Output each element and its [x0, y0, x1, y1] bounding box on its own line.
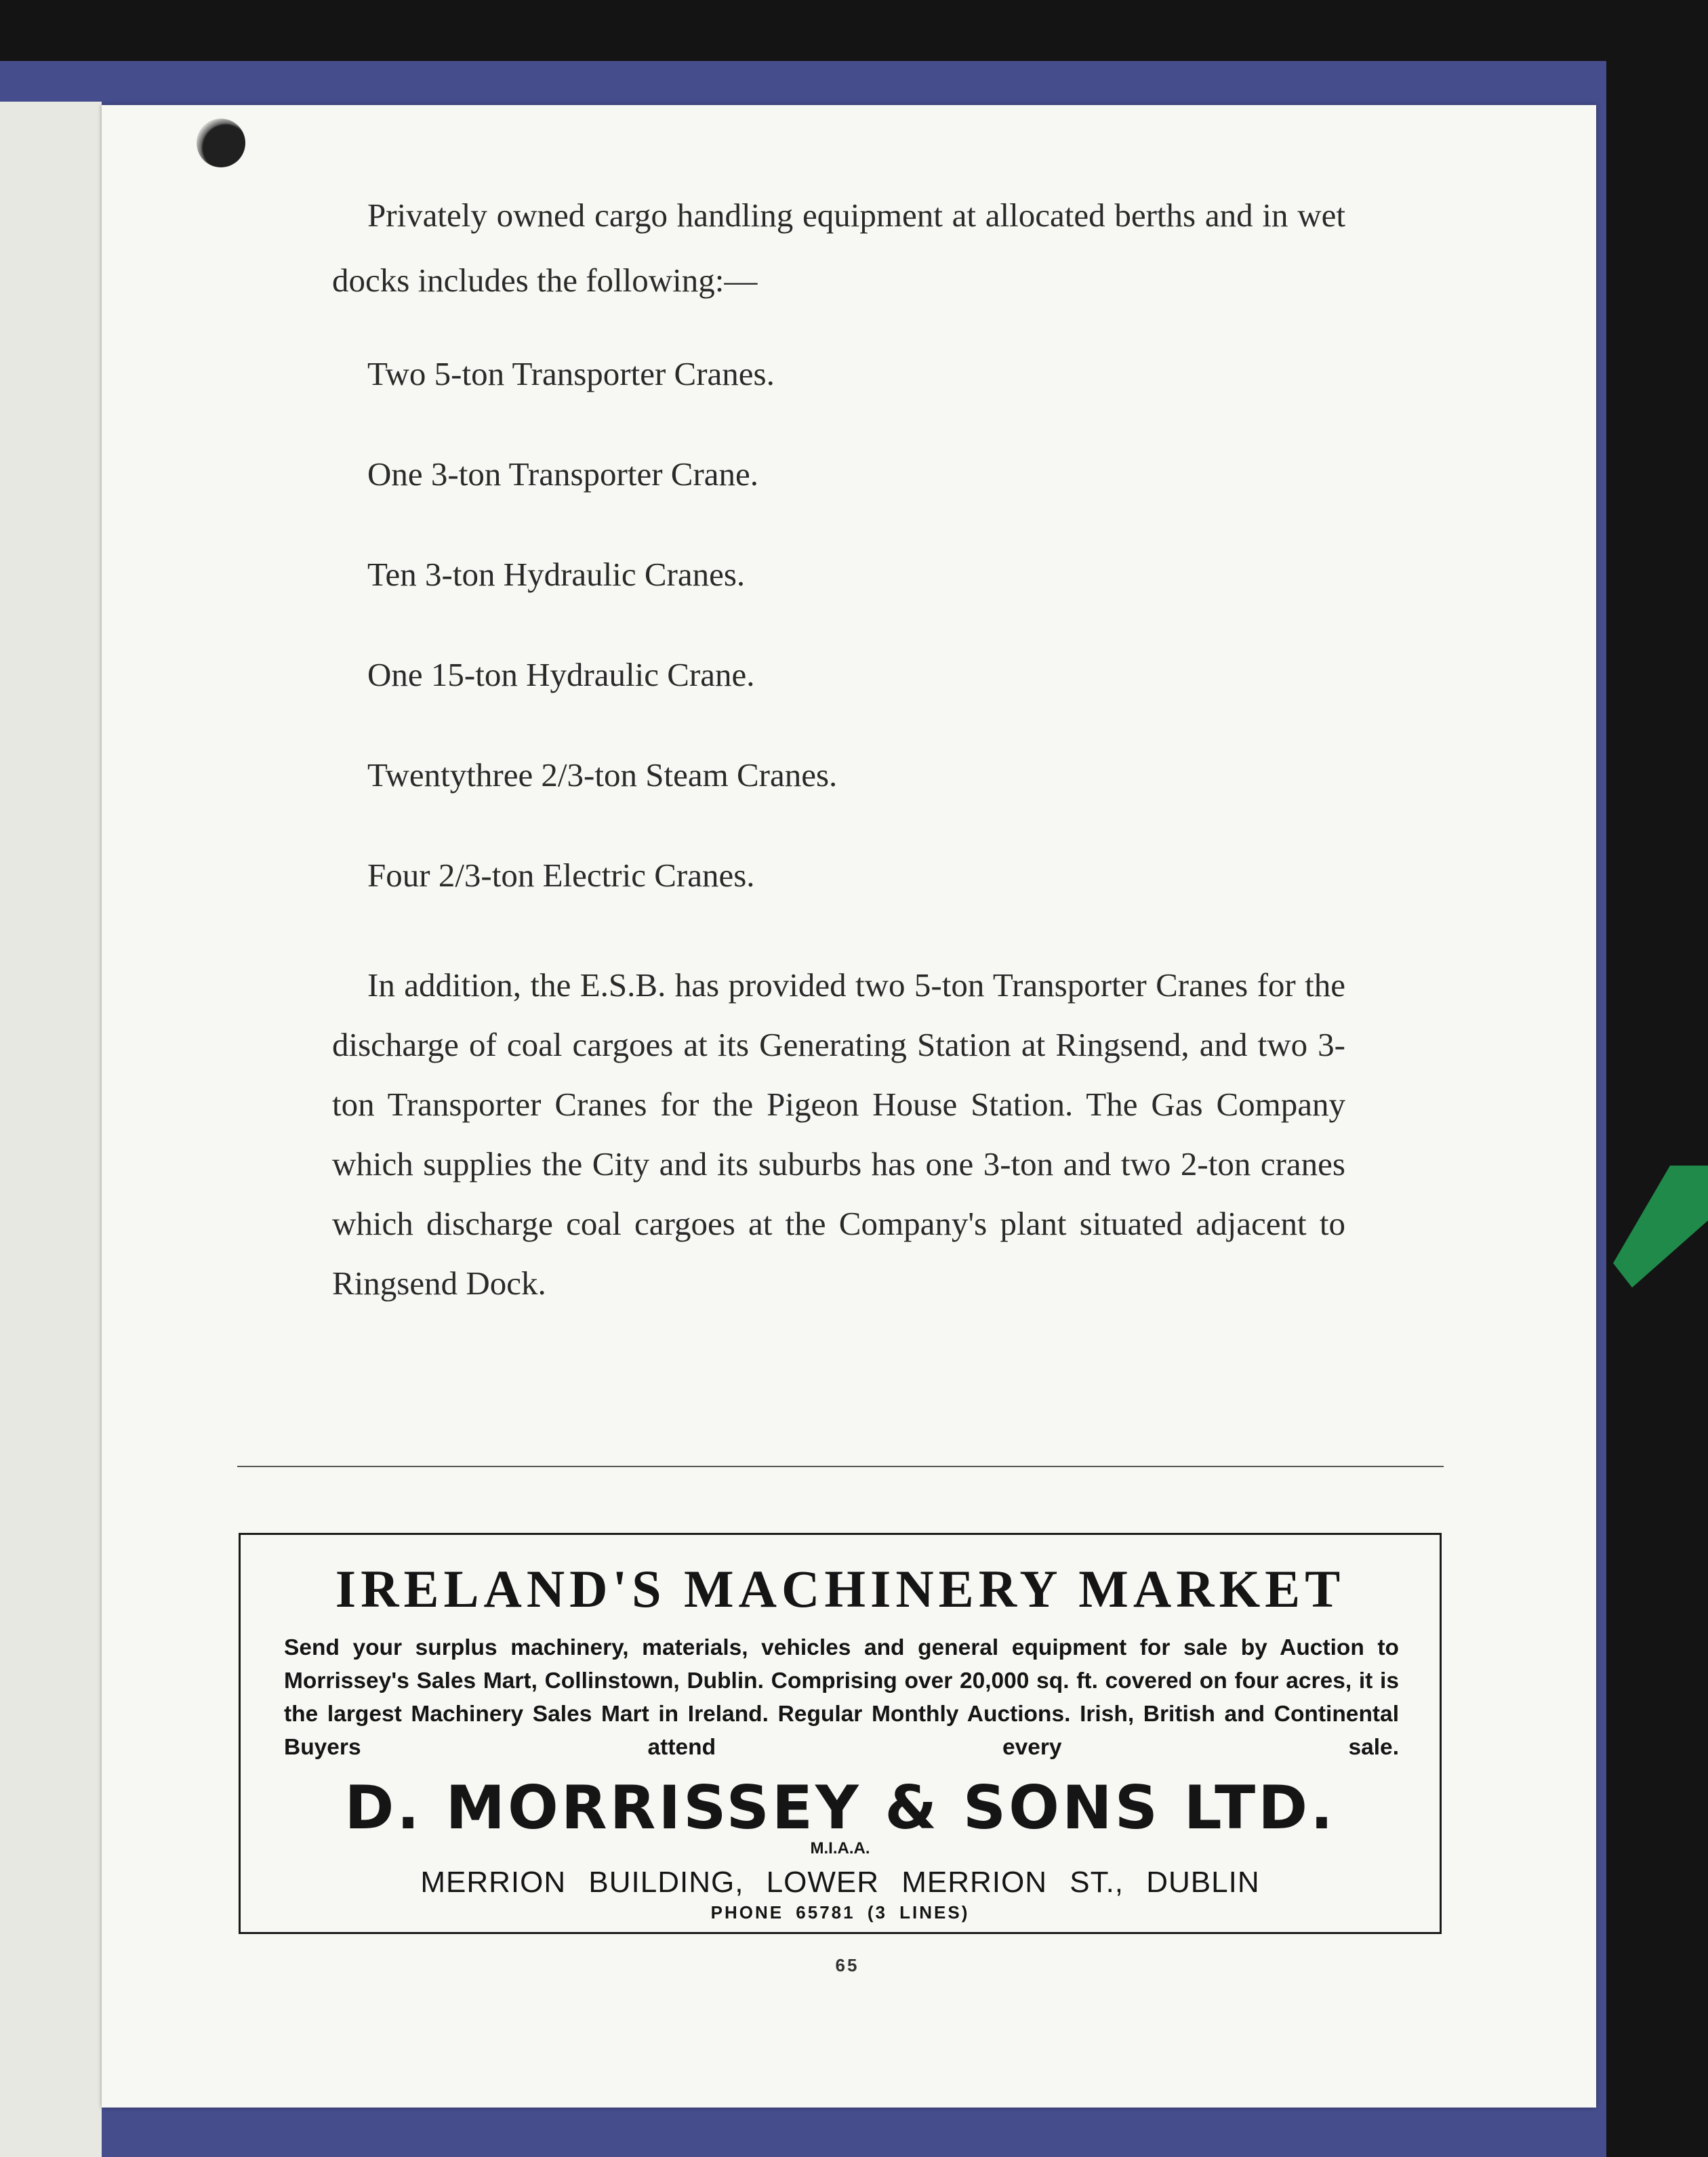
advertisement-box	[239, 1533, 1442, 1934]
addition-paragraph: In addition, the E.S.B. has provided two 5-ton Transporter Cranes for the discharge of coal cargoes at its Generating Station at Ringsend, and two 3-ton Transporter Cranes for the Pigeon House Station. The Gas Company which supplies the City and its suburbs has one 3-ton and two 2-ton cranes which discharge coal cargoes at the Company's plant situated adjacent to Ringsend Dock.	[332, 966, 1345, 1302]
advert-affiliation: M.I.A.A.	[810, 1839, 870, 1857]
page-number: 65	[835, 1955, 859, 1975]
advert-headline: IRELAND'S MACHINERY MARKET	[335, 1559, 1345, 1618]
equipment-item: Twentythree 2/3-ton Steam Cranes.	[367, 756, 838, 794]
equipment-list	[367, 354, 1345, 956]
green-divider-tab	[1613, 1166, 1708, 1288]
intro-paragraph: Privately owned cargo handling equipment at allocated berths and in wet docks includes the following:—	[332, 197, 1345, 299]
advert-body: Send your surplus machinery, materials, vehicles and general equipment for sale by Auction to Morrissey's Sales Mart, Collinstown, Dublin. Comprising over 20,000 sq. ft. covered on four acres, it is the largest Machinery Sales Mart in Ireland. Regular Monthly Auctions. Irish, British and Continental Buyers attend every sale.	[284, 1635, 1399, 1760]
page-body	[332, 183, 1345, 1313]
equipment-item: Four 2/3-ton Electric Cranes.	[367, 857, 755, 894]
equipment-item: One 3-ton Transporter Crane.	[367, 455, 759, 493]
advert-company-name: D. MORRISSEY & SONS LTD.	[344, 1773, 1336, 1843]
equipment-item: Ten 3-ton Hydraulic Cranes.	[367, 556, 746, 593]
equipment-item: Two 5-ton Transporter Cranes.	[367, 355, 775, 392]
punch-hole	[197, 119, 245, 167]
previous-page-edge	[0, 102, 102, 2157]
advert-address: MERRION BUILDING, LOWER MERRION ST., DUBLIN	[420, 1866, 1260, 1899]
equipment-item: One 15-ton Hydraulic Crane.	[367, 656, 755, 693]
section-divider	[237, 1466, 1444, 1467]
advert-phone: PHONE 65781 (3 LINES)	[710, 1902, 970, 1923]
